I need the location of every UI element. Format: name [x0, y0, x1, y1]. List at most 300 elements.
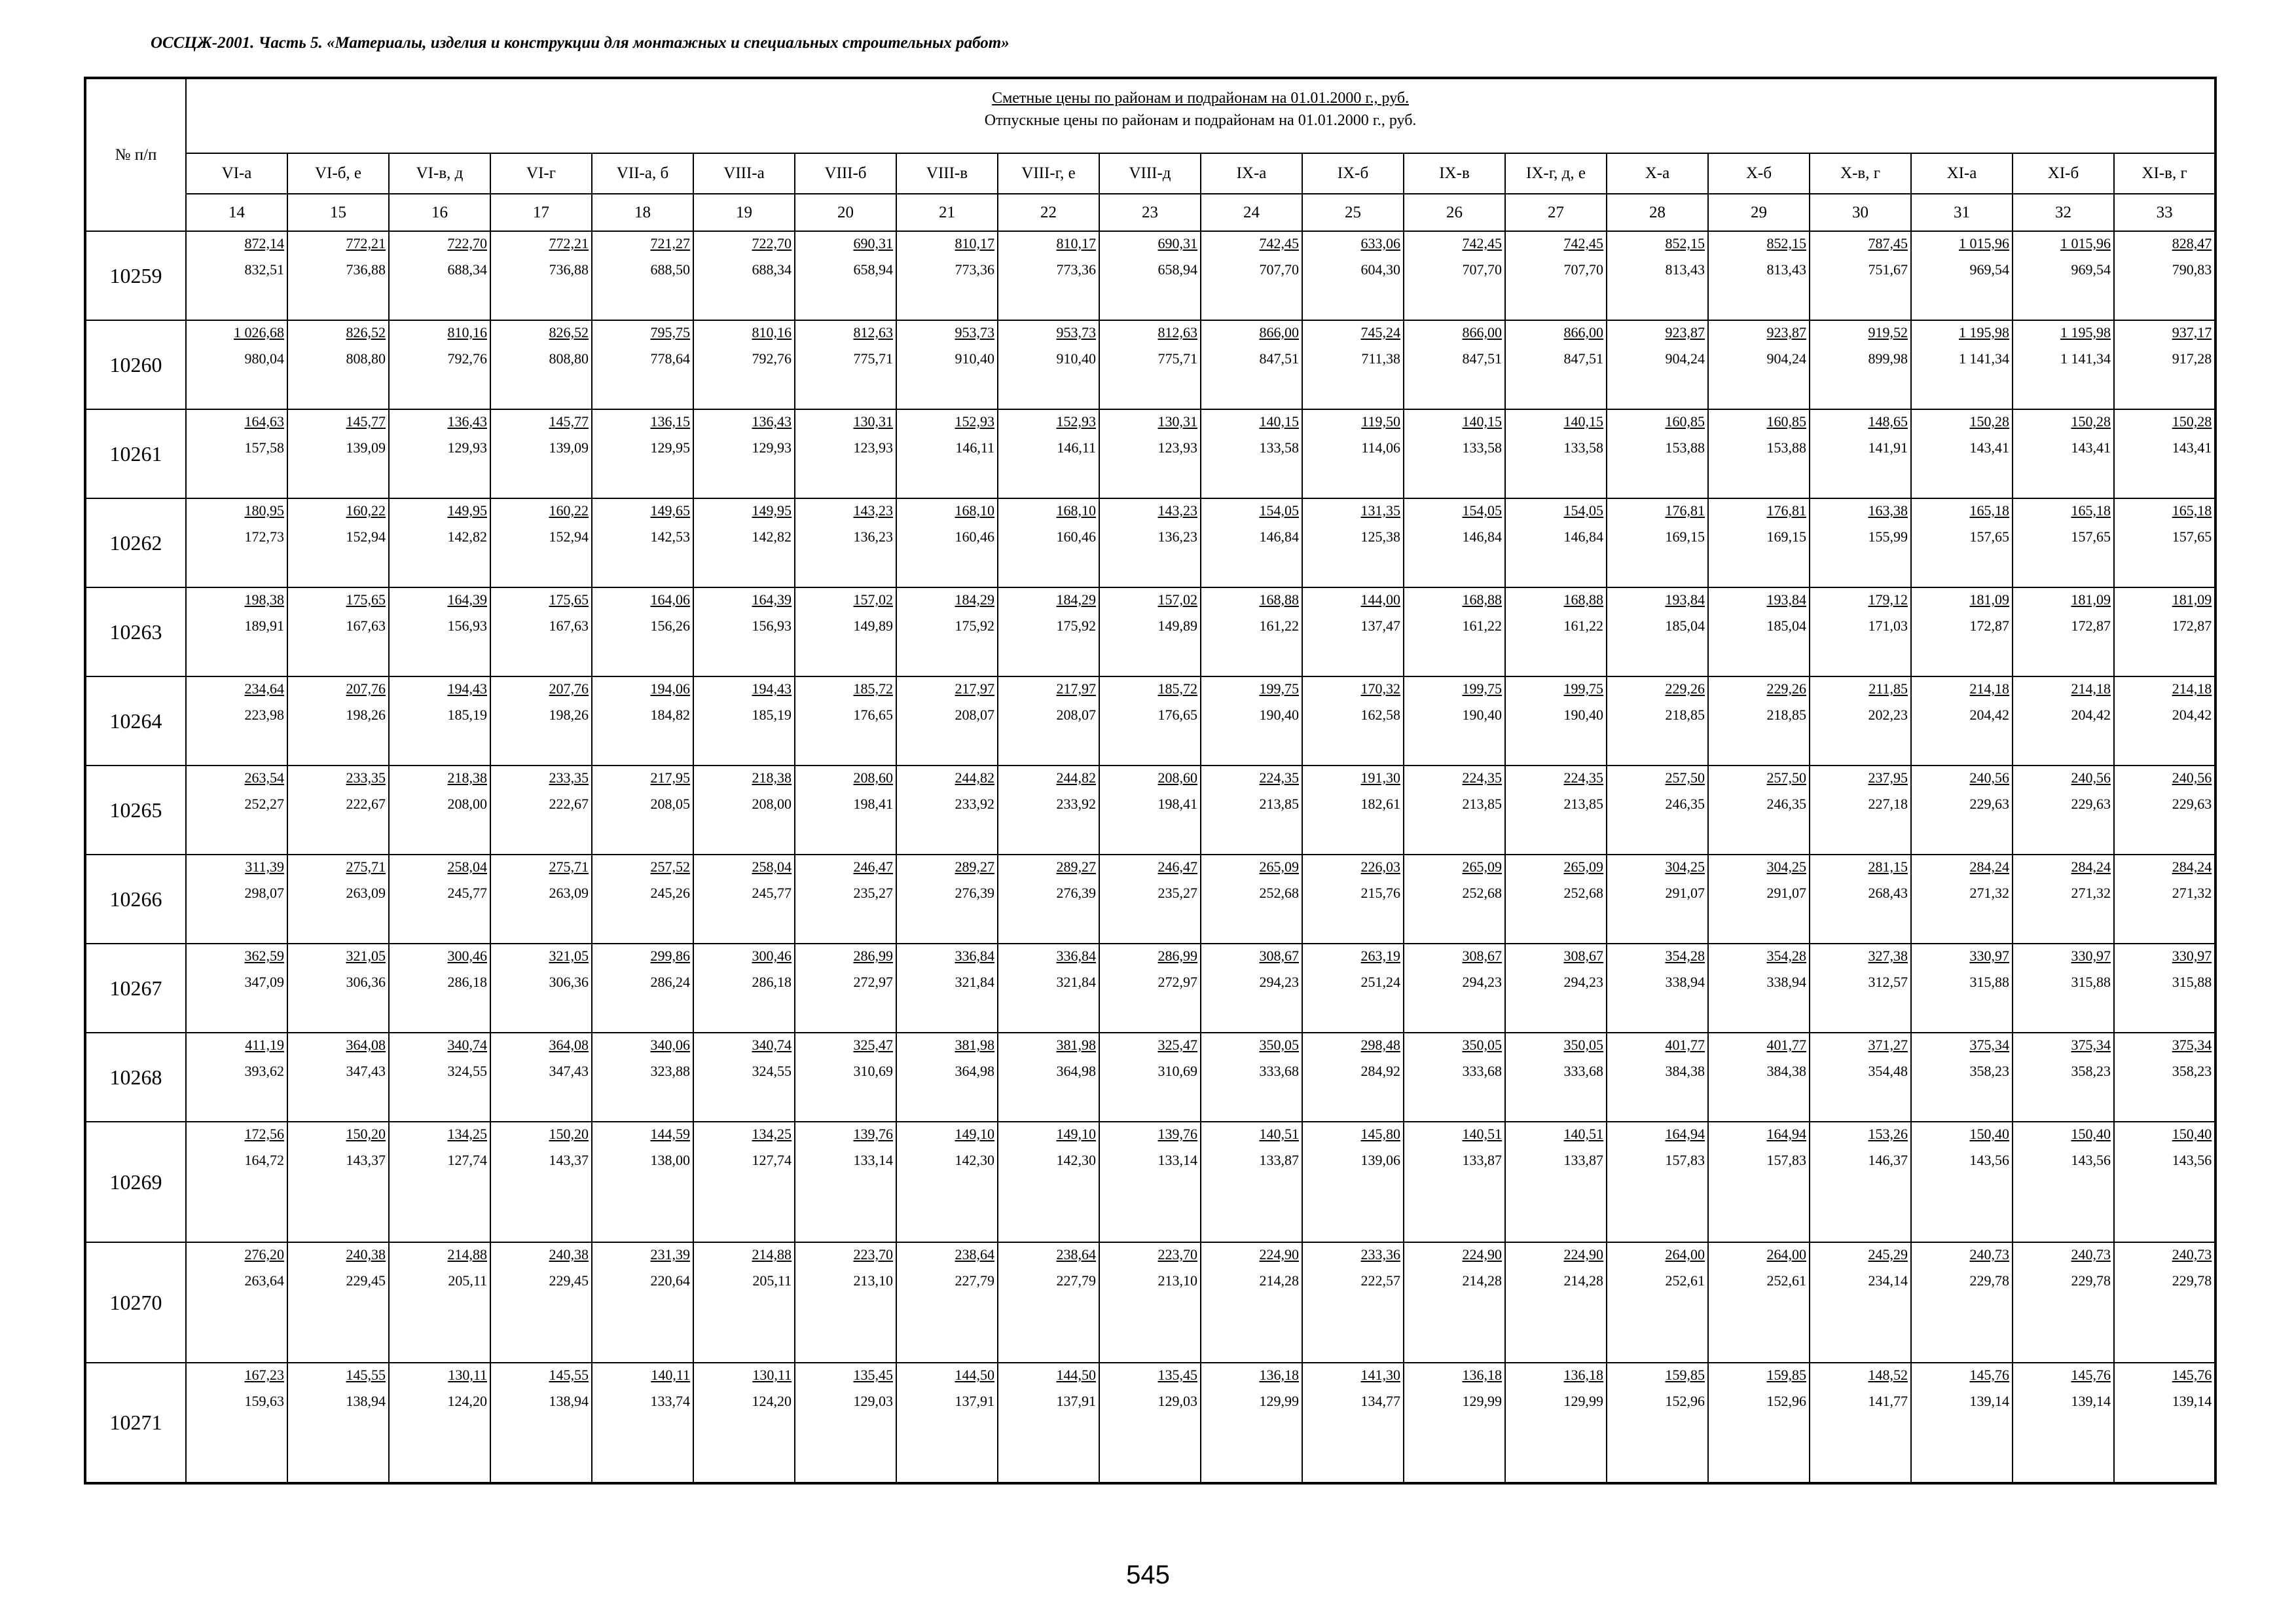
price-cell: [1607, 587, 1708, 676]
release-price: 129,03: [853, 1393, 893, 1409]
release-price: 658,94: [853, 261, 893, 278]
estimated-price: 304,25: [1766, 858, 1806, 875]
release-price: 358,23: [2071, 1063, 2111, 1079]
estimated-price: 144,50: [1056, 1367, 1096, 1383]
estimated-price: 175,65: [549, 591, 589, 608]
release-price: 233,92: [1056, 796, 1096, 812]
row-number: 10268: [85, 1033, 186, 1122]
release-price: 139,06: [1360, 1152, 1400, 1168]
release-price: 133,74: [650, 1393, 690, 1409]
price-cell: [1708, 1363, 1810, 1483]
price-cell: [389, 1033, 490, 1122]
release-price: 198,26: [549, 707, 589, 723]
row-number: 10263: [85, 587, 186, 676]
price-cell: [1302, 1363, 1404, 1483]
estimated-price: 193,84: [1665, 591, 1705, 608]
release-price: 157,65: [2172, 528, 2212, 545]
release-price: 324,55: [752, 1063, 792, 1079]
price-cell: [1911, 766, 2013, 855]
release-price: 146,84: [1563, 528, 1603, 545]
price-cell: [1708, 409, 1810, 498]
estimated-price: 157,02: [853, 591, 893, 608]
estimated-price: 233,35: [549, 769, 589, 786]
region-header: VI-а: [186, 153, 287, 194]
release-price: 127,74: [752, 1152, 792, 1168]
release-price: 832,51: [244, 261, 284, 278]
price-cell: [998, 587, 1099, 676]
release-price: 208,00: [447, 796, 487, 812]
release-price: 227,79: [955, 1272, 994, 1289]
estimated-price: 140,11: [651, 1367, 690, 1383]
price-cell: [1505, 1122, 1607, 1242]
price-cell: [186, 1242, 287, 1363]
estimated-price: 246,47: [1157, 858, 1197, 875]
price-cell: [2013, 1363, 2114, 1483]
release-price: 218,85: [1766, 707, 1806, 723]
estimated-price: 1 015,96: [2060, 235, 2111, 251]
release-price: 294,23: [1563, 974, 1603, 990]
release-price: 808,80: [549, 350, 589, 367]
estimated-price: 143,23: [853, 502, 893, 519]
estimated-price: 175,65: [346, 591, 386, 608]
row-number: 10271: [85, 1363, 186, 1483]
estimated-price: 130,11: [752, 1367, 792, 1383]
price-cell: [2013, 320, 2114, 409]
estimated-price: 154,05: [1462, 502, 1502, 519]
price-cell: [186, 1122, 287, 1242]
price-cell: [389, 231, 490, 320]
estimated-price: 163,38: [1868, 502, 1908, 519]
release-price: 176,65: [1157, 707, 1197, 723]
estimated-price: 298,48: [1360, 1037, 1400, 1053]
table-row: [85, 1033, 2215, 1122]
release-price: 167,63: [346, 618, 386, 634]
release-price: 245,77: [447, 885, 487, 901]
price-cell: [896, 320, 998, 409]
estimated-price: 164,06: [650, 591, 690, 608]
estimated-price: 140,51: [1462, 1126, 1502, 1142]
price-cell: [896, 855, 998, 944]
estimated-price: 229,26: [1766, 680, 1806, 697]
release-price: 235,27: [1157, 885, 1197, 901]
table-title: [186, 78, 2215, 153]
price-cell: [490, 944, 592, 1033]
estimated-price: 362,59: [244, 948, 284, 964]
price-cell: [1607, 855, 1708, 944]
title-estimated: Сметные цены по районам и подрайонам на 01.01.2000 г., руб.: [992, 90, 1410, 107]
estimated-price: 742,45: [1563, 235, 1603, 251]
release-price: 143,56: [1969, 1152, 2009, 1168]
release-price: 213,85: [1563, 796, 1603, 812]
price-cell: [287, 1242, 389, 1363]
estimated-price: 336,84: [1056, 948, 1096, 964]
price-cell: [1505, 766, 1607, 855]
column-number: 19: [693, 194, 795, 231]
release-price: 286,18: [752, 974, 792, 990]
price-cell: [287, 944, 389, 1033]
release-price: 1 141,34: [2060, 350, 2111, 367]
price-cell: [1708, 855, 1810, 944]
release-price: 751,67: [1868, 261, 1908, 278]
estimated-price: 336,84: [955, 948, 994, 964]
release-price: 124,20: [447, 1393, 487, 1409]
estimated-price: 160,22: [346, 502, 386, 519]
release-price: 182,61: [1360, 796, 1400, 812]
release-price: 153,88: [1766, 439, 1806, 456]
release-price: 272,97: [1157, 974, 1197, 990]
price-cell: [1201, 944, 1302, 1033]
price-cell: [1607, 944, 1708, 1033]
price-cell: [1708, 587, 1810, 676]
estimated-price: 289,27: [1056, 858, 1096, 875]
estimated-price: 145,76: [2071, 1367, 2111, 1383]
price-cell: [389, 320, 490, 409]
estimated-price: 276,20: [244, 1246, 284, 1263]
price-cell: [2114, 944, 2215, 1033]
price-cell: [1607, 231, 1708, 320]
estimated-price: 143,23: [1157, 502, 1197, 519]
region-header: X-а: [1607, 153, 1708, 194]
release-price: 204,42: [1969, 707, 2009, 723]
estimated-price: 148,52: [1868, 1367, 1908, 1383]
price-cell: [2114, 1033, 2215, 1122]
estimated-price: 240,38: [346, 1246, 386, 1263]
price-cell: [795, 1363, 896, 1483]
estimated-price: 160,85: [1665, 413, 1705, 430]
release-price: 208,00: [752, 796, 792, 812]
price-cell: [795, 587, 896, 676]
price-cell: [2114, 676, 2215, 766]
price-cell: [1505, 944, 1607, 1033]
page-header: ОССЦЖ-2001. Часть 5. «Материалы, изделия и конструкции для монтажных и специальных строительных работ»: [151, 34, 1010, 52]
estimated-price: 208,60: [1157, 769, 1197, 786]
column-number: 31: [1911, 194, 2013, 231]
price-cell: [1505, 676, 1607, 766]
estimated-price: 381,98: [955, 1037, 994, 1053]
estimated-price: 145,77: [346, 413, 386, 430]
release-price: 139,09: [346, 439, 386, 456]
price-cell: [1302, 320, 1404, 409]
release-price: 129,99: [1563, 1393, 1603, 1409]
release-price: 263,09: [549, 885, 589, 901]
estimated-price: 150,28: [2172, 413, 2212, 430]
release-price: 229,78: [1969, 1272, 2009, 1289]
estimated-price: 810,16: [752, 324, 792, 341]
price-cell: [1911, 1033, 2013, 1122]
estimated-price: 181,09: [1969, 591, 2009, 608]
estimated-price: 375,34: [1969, 1037, 2009, 1053]
price-cell: [1708, 320, 1810, 409]
estimated-price: 238,64: [1056, 1246, 1096, 1263]
release-price: 904,24: [1665, 350, 1705, 367]
release-price: 306,36: [549, 974, 589, 990]
column-number: 16: [389, 194, 490, 231]
estimated-price: 139,76: [853, 1126, 893, 1142]
price-cell: [1302, 944, 1404, 1033]
price-cell: [186, 855, 287, 944]
price-cell: [795, 320, 896, 409]
release-price: 291,07: [1665, 885, 1705, 901]
price-cell: [1302, 855, 1404, 944]
column-number: 32: [2013, 194, 2114, 231]
price-cell: [896, 1363, 998, 1483]
price-cell: [998, 766, 1099, 855]
estimated-price: 812,63: [1157, 324, 1197, 341]
estimated-price: 229,26: [1665, 680, 1705, 697]
estimated-price: 180,95: [244, 502, 284, 519]
column-number: 18: [592, 194, 693, 231]
price-cell: [389, 766, 490, 855]
region-header: XI-а: [1911, 153, 2013, 194]
price-cell: [1810, 944, 1911, 1033]
release-price: 152,96: [1766, 1393, 1806, 1409]
price-cell: [2114, 409, 2215, 498]
release-price: 229,63: [2172, 796, 2212, 812]
estimated-price: 257,50: [1665, 769, 1705, 786]
price-cell: [2013, 587, 2114, 676]
estimated-price: 238,64: [955, 1246, 994, 1263]
estimated-price: 721,27: [650, 235, 690, 251]
release-price: 157,83: [1766, 1152, 1806, 1168]
release-price: 143,56: [2071, 1152, 2111, 1168]
price-cell: [1708, 1242, 1810, 1363]
estimated-price: 224,90: [1462, 1246, 1502, 1263]
release-price: 1 141,34: [1959, 350, 2009, 367]
region-header: VIII-а: [693, 153, 795, 194]
price-cell: [693, 1363, 795, 1483]
estimated-price: 224,35: [1563, 769, 1603, 786]
price-cell: [389, 587, 490, 676]
estimated-price: 826,52: [549, 324, 589, 341]
release-price: 268,43: [1868, 885, 1908, 901]
release-price: 235,27: [853, 885, 893, 901]
region-header: VII-а, б: [592, 153, 693, 194]
price-cell: [490, 587, 592, 676]
release-price: 161,22: [1462, 618, 1502, 634]
estimated-price: 308,67: [1462, 948, 1502, 964]
release-price: 227,18: [1868, 796, 1908, 812]
price-cell: [2114, 320, 2215, 409]
price-cell: [1607, 1122, 1708, 1242]
release-price: 773,36: [955, 261, 994, 278]
release-price: 312,57: [1868, 974, 1908, 990]
estimated-price: 264,00: [1665, 1246, 1705, 1263]
price-cell: [592, 1122, 693, 1242]
estimated-price: 722,70: [447, 235, 487, 251]
estimated-price: 185,72: [1157, 680, 1197, 697]
price-cell: [896, 409, 998, 498]
column-number: 27: [1505, 194, 1607, 231]
release-price: 138,00: [650, 1152, 690, 1168]
price-cell: [1302, 1242, 1404, 1363]
price-cell: [2114, 587, 2215, 676]
price-cell: [490, 766, 592, 855]
estimated-price: 375,34: [2071, 1037, 2111, 1053]
release-price: 184,82: [650, 707, 690, 723]
price-cell: [186, 587, 287, 676]
price-cell: [1911, 587, 2013, 676]
release-price: 134,77: [1360, 1393, 1400, 1409]
estimated-price: 872,14: [244, 235, 284, 251]
release-price: 133,87: [1462, 1152, 1502, 1168]
estimated-price: 281,15: [1868, 858, 1908, 875]
estimated-price: 340,74: [752, 1037, 792, 1053]
region-header: VIII-в: [896, 153, 998, 194]
estimated-price: 184,29: [1056, 591, 1096, 608]
release-price: 142,82: [752, 528, 792, 545]
estimated-price: 340,74: [447, 1037, 487, 1053]
release-price: 298,07: [244, 885, 284, 901]
price-cell: [592, 1033, 693, 1122]
price-cell: [693, 409, 795, 498]
release-price: 146,11: [955, 439, 994, 456]
estimated-price: 286,99: [853, 948, 893, 964]
price-cell: [1505, 1033, 1607, 1122]
price-cell: [1911, 676, 2013, 766]
column-number: 21: [896, 194, 998, 231]
price-cell: [1607, 498, 1708, 587]
release-price: 291,07: [1766, 885, 1806, 901]
release-price: 218,85: [1665, 707, 1705, 723]
estimated-price: 145,76: [2172, 1367, 2212, 1383]
estimated-price: 207,76: [346, 680, 386, 697]
price-cell: [1911, 1242, 2013, 1363]
release-price: 156,26: [650, 618, 690, 634]
estimated-price: 245,29: [1868, 1246, 1908, 1263]
price-cell: [998, 320, 1099, 409]
estimated-price: 1 195,98: [2060, 324, 2111, 341]
price-cell: [1201, 587, 1302, 676]
price-cell: [1099, 855, 1201, 944]
release-price: 190,40: [1259, 707, 1299, 723]
estimated-price: 194,43: [752, 680, 792, 697]
price-cell: [1607, 676, 1708, 766]
release-price: 364,98: [1056, 1063, 1096, 1079]
release-price: 222,67: [549, 796, 589, 812]
estimated-price: 299,86: [650, 948, 690, 964]
estimated-price: 199,75: [1563, 680, 1603, 697]
release-price: 133,58: [1462, 439, 1502, 456]
estimated-price: 224,35: [1259, 769, 1299, 786]
release-price: 136,23: [853, 528, 893, 545]
price-cell: [186, 498, 287, 587]
estimated-price: 159,85: [1766, 1367, 1806, 1383]
release-price: 129,93: [752, 439, 792, 456]
release-price: 143,41: [2071, 439, 2111, 456]
estimated-price: 130,31: [853, 413, 893, 430]
price-cell: [1201, 498, 1302, 587]
estimated-price: 136,43: [752, 413, 792, 430]
price-cell: [1099, 1242, 1201, 1363]
price-cell: [795, 676, 896, 766]
release-price: 146,84: [1462, 528, 1502, 545]
estimated-price: 181,09: [2071, 591, 2111, 608]
price-cell: [1201, 855, 1302, 944]
estimated-price: 134,25: [447, 1126, 487, 1142]
price-cell: [2114, 1242, 2215, 1363]
estimated-price: 194,06: [650, 680, 690, 697]
price-cell: [592, 498, 693, 587]
column-number: 14: [186, 194, 287, 231]
release-price: 127,74: [447, 1152, 487, 1168]
price-cell: [592, 409, 693, 498]
release-price: 969,54: [1969, 261, 2009, 278]
release-price: 143,56: [2172, 1152, 2212, 1168]
price-cell: [592, 855, 693, 944]
release-price: 138,94: [346, 1393, 386, 1409]
release-price: 133,14: [853, 1152, 893, 1168]
release-price: 354,48: [1868, 1063, 1908, 1079]
estimated-price: 170,32: [1360, 680, 1400, 697]
price-cell: [1810, 498, 1911, 587]
price-cell: [389, 944, 490, 1033]
release-price: 286,24: [650, 974, 690, 990]
estimated-price: 772,21: [549, 235, 589, 251]
column-number: 29: [1708, 194, 1810, 231]
release-price: 252,68: [1462, 885, 1502, 901]
release-price: 315,88: [2172, 974, 2212, 990]
release-price: 198,41: [1157, 796, 1197, 812]
table-row: [85, 676, 2215, 766]
region-header: VI-б, е: [287, 153, 389, 194]
price-cell: [1201, 409, 1302, 498]
estimated-price: 140,15: [1259, 413, 1299, 430]
estimated-price: 852,15: [1665, 235, 1705, 251]
release-price: 139,09: [549, 439, 589, 456]
price-cell: [1810, 587, 1911, 676]
price-cell: [693, 498, 795, 587]
estimated-price: 300,46: [447, 948, 487, 964]
price-cell: [998, 1363, 1099, 1483]
estimated-price: 217,97: [955, 680, 994, 697]
price-cell: [693, 676, 795, 766]
estimated-price: 772,21: [346, 235, 386, 251]
estimated-price: 810,16: [447, 324, 487, 341]
release-price: 252,61: [1766, 1272, 1806, 1289]
price-cell: [1099, 1033, 1201, 1122]
price-cell: [896, 1242, 998, 1363]
estimated-price: 148,65: [1868, 413, 1908, 430]
price-cell: [1404, 766, 1505, 855]
release-price: 114,06: [1361, 439, 1400, 456]
release-price: 160,46: [955, 528, 994, 545]
price-cell: [1607, 1363, 1708, 1483]
price-cell: [1911, 1363, 2013, 1483]
table-row: [85, 855, 2215, 944]
release-price: 813,43: [1766, 261, 1806, 278]
price-cell: [998, 231, 1099, 320]
price-cell: [1404, 409, 1505, 498]
price-cell: [896, 231, 998, 320]
release-price: 185,19: [752, 707, 792, 723]
release-price: 123,93: [1157, 439, 1197, 456]
estimated-price: 354,28: [1665, 948, 1705, 964]
release-price: 245,77: [752, 885, 792, 901]
release-price: 792,76: [752, 350, 792, 367]
price-cell: [287, 231, 389, 320]
page-number: 545: [1126, 1560, 1170, 1589]
price-cell: [186, 1363, 287, 1483]
release-price: 321,84: [1056, 974, 1096, 990]
release-price: 159,63: [244, 1393, 284, 1409]
release-price: 124,20: [752, 1393, 792, 1409]
estimated-price: 165,18: [2071, 502, 2111, 519]
price-cell: [1911, 231, 2013, 320]
price-cell: [1099, 944, 1201, 1033]
price-cell: [592, 587, 693, 676]
price-cell: [287, 587, 389, 676]
price-cell: [693, 320, 795, 409]
